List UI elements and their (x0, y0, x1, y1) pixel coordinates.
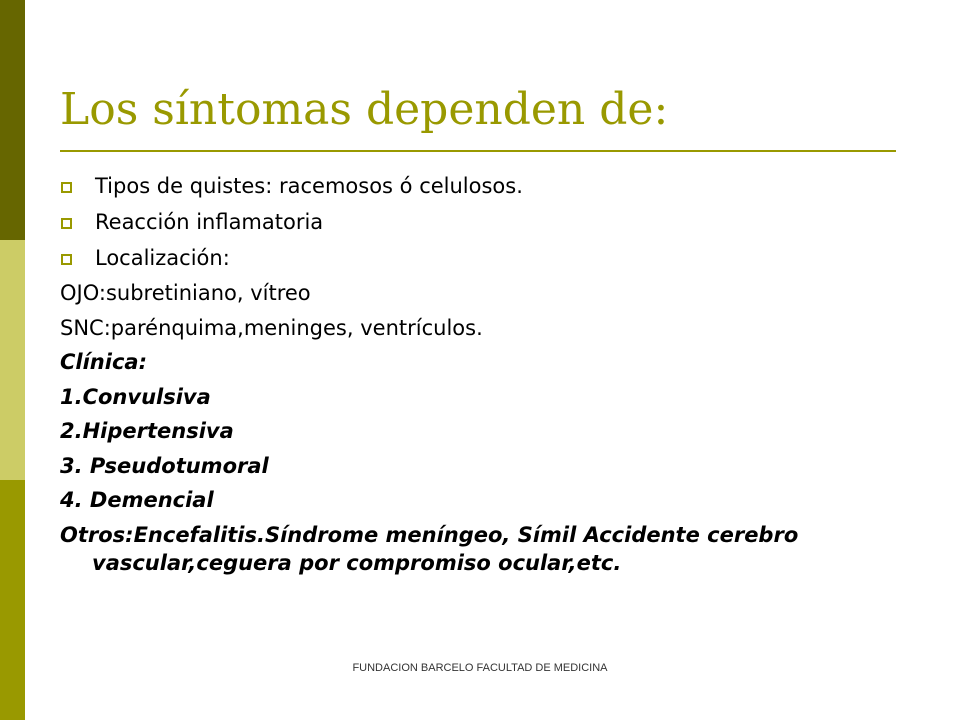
title-underline (60, 150, 896, 152)
clinica-item: 3. Pseudotumoral (60, 453, 269, 478)
footer-text: FUNDACION BARCELO FACULTAD DE MEDICINA (352, 662, 608, 674)
clinica-heading: Clínica: (60, 350, 147, 374)
location-cns-line: SNC:parénquima,meninges, ventrículos. (60, 315, 483, 340)
bullet-text: Localización: (95, 246, 230, 270)
bullet-text: Tipos de quistes: racemosos ó celulosos. (95, 174, 523, 198)
clinica-item: 4. Demencial (60, 488, 214, 512)
square-bullet-icon (61, 182, 72, 193)
bullet-item (60, 240, 523, 276)
bullet-text: Reacción inflamatoria (95, 210, 324, 234)
bullet-list (60, 168, 523, 276)
bullet-item (60, 204, 523, 240)
square-bullet-icon (61, 218, 72, 229)
clinica-item: 2.Hipertensiva (60, 419, 234, 443)
bullet-item (60, 168, 523, 204)
otros-paragraph: Otros:Encefalitis.Síndrome meníngeo, Símil Accidente cerebro vascular,ceguera por compromiso ocular,etc. (60, 522, 799, 575)
clinica-item: 1.Convulsiva (60, 384, 211, 409)
slide-title: Los síntomas dependen de: (60, 84, 669, 135)
side-bar-light-segment (0, 240, 25, 480)
location-eye-line: OJO:subretiniano, vítreo (60, 281, 311, 305)
square-bullet-icon (61, 254, 72, 265)
side-bar-mid-segment (0, 480, 25, 720)
slide-body (60, 276, 922, 577)
side-bar-dark-segment (0, 0, 25, 240)
